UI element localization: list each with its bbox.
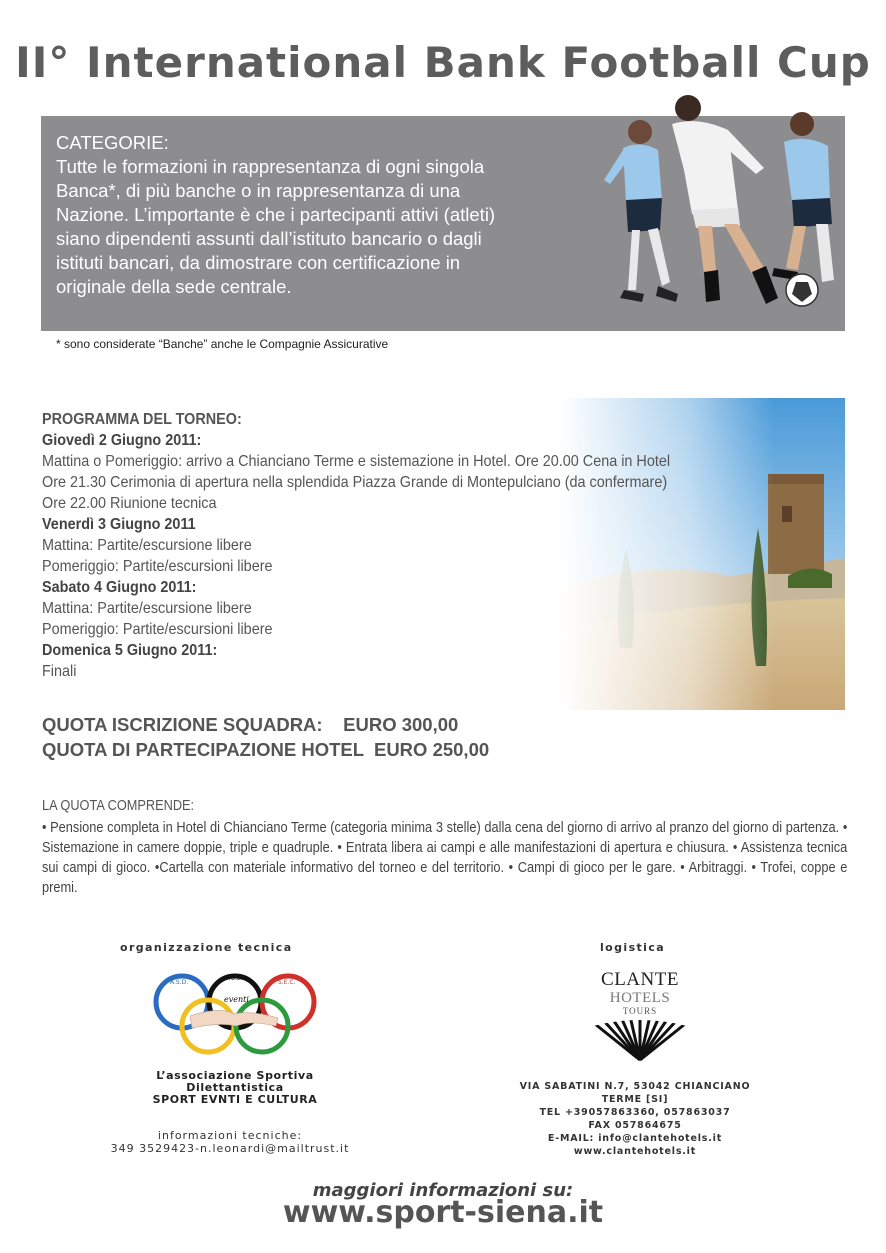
ring-letter: P.O.L. (226, 975, 243, 982)
logo-text-hotels: HOTELS (609, 990, 671, 1006)
address-line: www.clantehotels.it (573, 1146, 697, 1157)
categorie-line: Banca*, di più banche o in rappresentanza di una (56, 180, 461, 201)
organizzazione-label: organizzazione tecnica (120, 941, 293, 954)
day-line: Ore 22.00 Riunione tecnica (42, 495, 217, 512)
logo-text-clante: CLANTE (601, 969, 679, 990)
association-name (110, 1070, 360, 1106)
logistica-label: logistica (600, 941, 666, 954)
page-title: II° International Bank Football Cup (15, 38, 871, 87)
ring-letter: S.E.C. (278, 979, 296, 986)
clante-hotels-logo (580, 970, 700, 1070)
quota-hotel: QUOTA DI PARTECIPAZIONE HOTEL EURO 250,00 (42, 739, 490, 760)
asd-rings-logo (150, 970, 320, 1055)
logistica-address (500, 1080, 770, 1158)
day-line: Pomeriggio: Partite/escursioni libere (42, 621, 273, 638)
comprende-text: • Pensione completa in Hotel di Chianciano Terme (categoria minima 3 stelle) dalla cena del giorno di arrivo al pranzo del giorno di partenza. • Sistemazione in camere doppie, triple e quadruple. • Entrata libera ai campi e alle manifestazioni di apertura e chiusura. • Assistenza tecnica sui campi di gioco. •Cartella con materiale informativo del torneo e del territorio. • Campi di gioco per le gare. • Arbitraggi. • Trofei, coppe e premi. (42, 819, 848, 896)
categorie-line: Tutte le formazioni in rappresentanza di ogni singola (56, 156, 485, 177)
day-line: Mattina: Partite/escursione libere (42, 537, 252, 554)
categorie-text (56, 131, 576, 299)
info-label: informazioni tecniche: (157, 1129, 303, 1142)
address-line: TEL +39057863360, 057863037 (539, 1107, 731, 1118)
comprende-heading: LA QUOTA COMPRENDE: (42, 797, 195, 814)
ring-letter: A.S.D. (170, 979, 189, 986)
football-players-image (588, 90, 850, 320)
association-line: SPORT EVNTI E CULTURA (152, 1093, 318, 1106)
categorie-line: Nazione. L’importante è che i partecipanti attivi (atleti) (56, 204, 496, 225)
categorie-heading: CATEGORIE: (56, 132, 169, 153)
day-line: Mattina: Partite/escursione libere (42, 600, 252, 617)
logo-text-tours: TOURS (622, 1006, 658, 1016)
programma-heading: PROGRAMMA DEL TORNEO: (42, 411, 242, 428)
address-line: TERME [SI] (601, 1094, 669, 1105)
quota-section (42, 712, 489, 762)
more-info-label: maggiori informazioni su: (312, 1180, 574, 1201)
ring-center-text: eventi (224, 995, 249, 1004)
sunburst-icon (593, 1016, 687, 1062)
programma-section (42, 409, 690, 682)
day-line: Finali (42, 663, 77, 680)
categorie-line: istituti bancari, da dimostrare con certificazione in (56, 252, 461, 273)
association-line: L’associazione Sportiva (156, 1069, 314, 1082)
categorie-line: originale della sede centrale. (56, 276, 292, 297)
quota-squadra: QUOTA ISCRIZIONE SQUADRA: EURO 300,00 (42, 714, 459, 735)
day-heading: Sabato 4 Giugno 2011: (42, 579, 197, 596)
association-line: Dilettantistica (186, 1081, 284, 1094)
address-line: FAX 057864675 (588, 1120, 682, 1131)
website-link[interactable]: www.sport-siena.it (282, 1195, 604, 1230)
address-line: E-MAIL: info@clantehotels.it (547, 1133, 723, 1144)
day-heading: Giovedì 2 Giugno 2011: (42, 432, 202, 449)
address-line: VIA SABATINI N.7, 53042 CHIANCIANO (519, 1081, 751, 1092)
categorie-line: siano dipendenti assunti dall’istituto bancario o dagli (56, 228, 482, 249)
info-contact: 349 3529423-n.leonardi@mailtrust.it (110, 1142, 350, 1155)
day-line: Pomeriggio: Partite/escursioni libere (42, 558, 273, 575)
day-heading: Venerdì 3 Giugno 2011 (42, 516, 196, 533)
day-heading: Domenica 5 Giugno 2011: (42, 642, 218, 659)
day-line: Ore 21.30 Cerimonia di apertura nella splendida Piazza Grande di Montepulciano (da confermare) (42, 474, 668, 491)
categorie-footnote: * sono considerate “Banche” anche le Compagnie Assicurative (56, 337, 389, 351)
day-line: Mattina o Pomeriggio: arrivo a Chianciano Terme e sistemazione in Hotel. Ore 20.00 Cena in Hotel (42, 453, 671, 470)
